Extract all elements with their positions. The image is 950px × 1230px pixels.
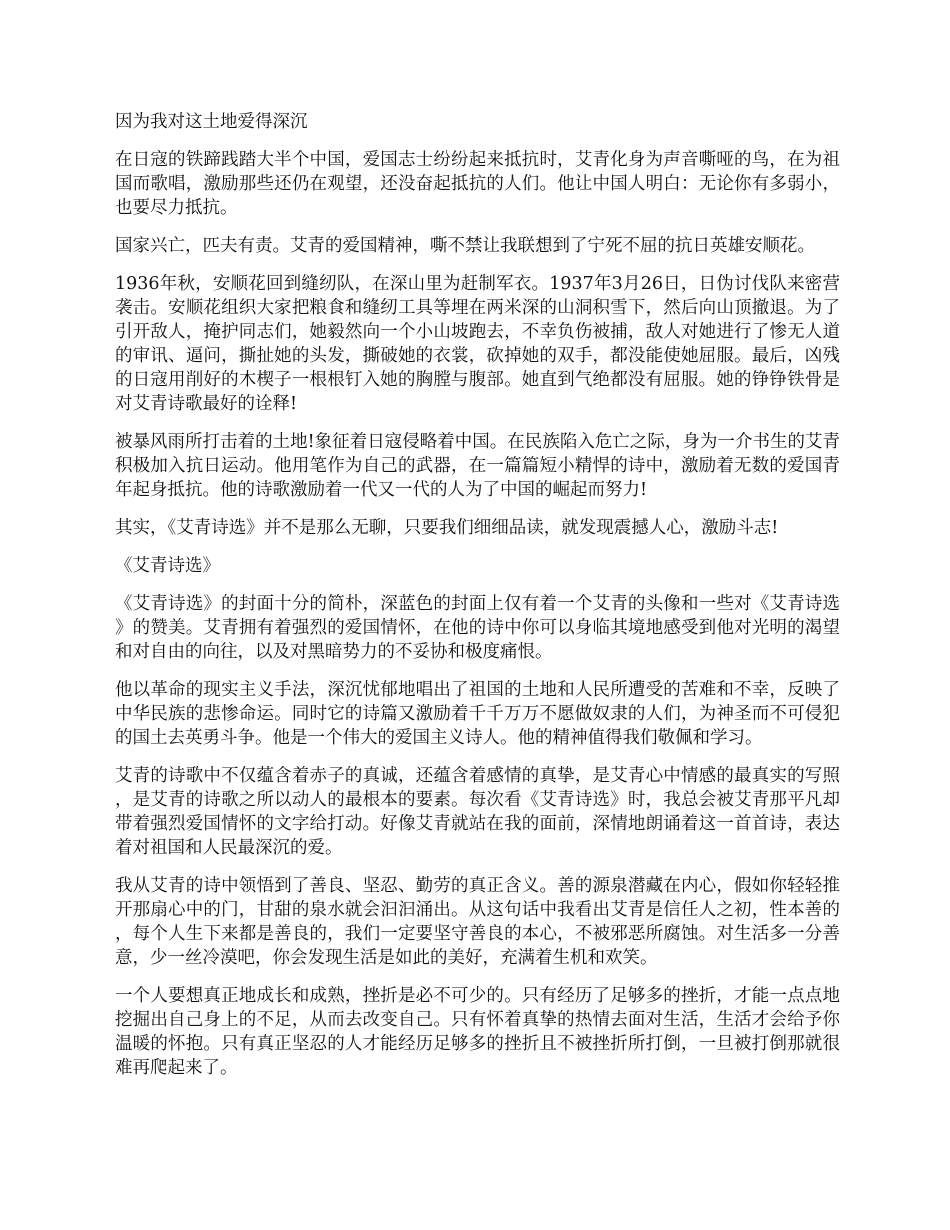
paragraph: 在日寇的铁蹄践踏大半个中国，爱国志士纷纷起来抵抗时，艾青化身为声音嘶哑的鸟，在为祖国而歌唱，激励那些还仍在观望，还没奋起抵抗的人们。他让中国人明白：无论你有多弱小，也要尽力抵抗。 <box>115 150 840 218</box>
heading-line: 因为我对这土地爱得深沉 <box>115 112 308 132</box>
paragraph: 艾青的诗歌中不仅蕴含着赤子的真诚，还蕴含着感情的真挚，是艾青心中情感的最真实的写照，是艾青的诗歌之所以动人的最根本的要素。每次看《艾青诗选》时，我总会被艾青那平凡却带着强烈爱国情怀的文字给打动。好像艾青就站在我的面前，深情地朗诵着这一首首诗，表达着对祖国和人民最深沉的爱。 <box>115 766 840 858</box>
paragraph: 其实，《艾青诗选》并不是那么无聊，只要我们细细品读，就发现震撼人心，激励斗志! <box>115 518 779 538</box>
paragraph: 1936年秋，安顺花回到缝纫队，在深山里为赶制军衣。1937年3月26日，日伪讨伐队来密营袭击。安顺花组织大家把粮食和缝纫工具等埋在两米深的山洞积雪下，然后向山顶撤退。为了引开敌人，掩护同志们，她毅然向一个小山坡跑去，不幸负伤被捕，敌人对她进行了惨无人道的审讯、逼问，撕扯她的头发，撕破她的衣裳，砍掉她的双手，都没能使她屈服。最后，凶残的日寇用削好的木楔子一根根钉入她的胸膛与腹部。她直到气绝都没有屈服。她的铮铮铁骨是对艾青诗歌最好的诠释! <box>115 274 840 414</box>
book-title-line: 《艾青诗选》 <box>115 556 220 576</box>
document-page <box>115 110 840 1094</box>
paragraph: 他以革命的现实主义手法，深沉忧郁地唱出了祖国的土地和人民所遭受的苦难和不幸，反映了中华民族的悲惨命运。同时它的诗篇又激励着千千万万不愿做奴隶的人们，为神圣而不可侵犯的国土去英勇斗争。他是一个伟大的爱国主义诗人。他的精神值得我们敬佩和学习。 <box>115 680 840 748</box>
paragraph: 《艾青诗选》的封面十分的简朴，深蓝色的封面上仅有着一个艾青的头像和一些对《艾青诗选》的赞美。艾青拥有着强烈的爱国情怀，在他的诗中你可以身临其境地感受到他对光明的渴望和对自由的向往，以及对黑暗势力的不妥协和极度痛恨。 <box>115 594 840 662</box>
paragraph: 被暴风雨所打击着的土地!象征着日寇侵略着中国。在民族陷入危亡之际，身为一介书生的艾青积极加入抗日运动。他用笔作为自己的武器，在一篇篇短小精悍的诗中，激励着无数的爱国青年起身抵抗。他的诗歌激励着一代又一代的人为了中国的崛起而努力! <box>115 432 840 500</box>
paragraph: 国家兴亡，匹夫有责。艾青的爱国精神，嘶不禁让我联想到了宁死不屈的抗日英雄安顺花。 <box>115 236 815 256</box>
paragraph: 一个人要想真正地成长和成熟，挫折是必不可少的。只有经历了足够多的挫折，才能一点点地挖掘出自己身上的不足，从而去改变自己。只有怀着真挚的热情去面对生活，生活才会给予你温暖的怀抱。只有真正坚忍的人才能经历足够多的挫折且不被挫折所打倒，一旦被打倒那就很难再爬起来了。 <box>115 986 840 1078</box>
paragraph: 我从艾青的诗中领悟到了善良、坚忍、勤劳的真正含义。善的源泉潜藏在内心，假如你轻轻推开那扇心中的门，甘甜的泉水就会汩汩涌出。从这句话中我看出艾青是信任人之初，性本善的，每个人生下来都是善良的，我们一定要坚守善良的本心，不被邪恶所腐蚀。对生活多一分善意，少一丝冷漠吧，你会发现生活是如此的美好，充满着生机和欢笑。 <box>115 876 840 968</box>
